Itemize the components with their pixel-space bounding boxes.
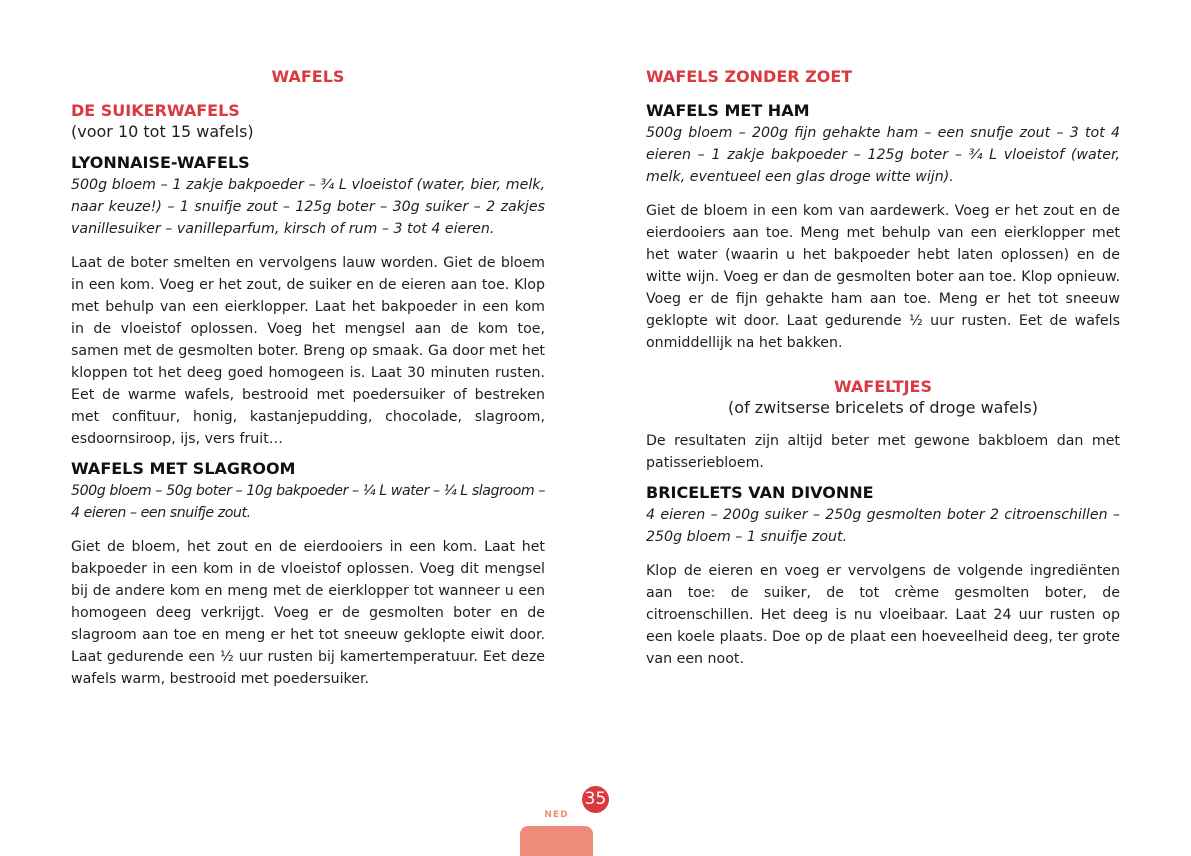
section-title-wafeltjes: WAFELTJES (833, 377, 933, 396)
instructions-slagroom: Giet de bloem, het zout en de eierdooiers in een kom. Laat het bakpoeder in een kom in de vloeistof oplossen. Voeg dit mengsel bij de andere kom en meng met de eierklopper tot wanneer u een homogeen deeg verkrijgt. Voeg er de gesmolten boter en de slagroom aan toe en meng er het tot sneeuw geklopte eiwit door. Laat gedurende een ½ uur rusten bij kamertemperatuur. Eet deze wafels warm, bestrooid met poedersuiker. (71, 539, 545, 687)
recipe-title-lyonnaise: LYONNAISE-WAFELS (71, 153, 250, 172)
recipe-group-title: DE SUIKERWAFELS (71, 101, 240, 120)
instructions-lyonnaise: Laat de boter smelten en vervolgens lauw worden. Giet de bloem in een kom. Voeg er het zout, de suiker en de eieren aan toe. Klop met behulp van een eierklopper. Laat het bakpoeder in een kom in de vloeistof oplossen. Voeg het mengsel aan de kom toe, samen met de gesmolten boter. Breng op smaak. Ga door met het kloppen tot het deeg goed homogeen is. Laat 30 minuten rusten. Eet de warme wafels, bestrooid met poedersuiker of bestreken met confituur, honig, kastanjepudding, chocolade, slagroom, esdoornsiroop, ijs, vers fruit… (71, 255, 545, 447)
instructions-ham: Giet de bloem in een kom van aardewerk. Voeg er het zout en de eierdooiers aan toe. Meng met behulp van een eierklopper met het water (waarin u het bakpoeder hebt laten oplossen) en de witte wijn. Voeg er dan de gesmolten boter aan toe. Klop opnieuw. Voeg er de fijn gehakte ham aan toe. Meng er het tot sneeuw geklopte wit door. Laat gedurende ½ uur rusten. Eet de wafels onmiddellijk na het bakken. (646, 203, 1120, 351)
ingredients-slagroom: 500g bloem – 50g boter – 10g bakpoeder – ¹⁄₄ L water – ¹⁄₄ L slagroom – 4 eieren – een snuifje zout. (71, 483, 545, 521)
instructions-bricelets: Klop de eieren en voeg er vervolgens de volgende ingrediënten aan toe: de suiker, de tot crème gesmolten boter, de citroenschillen. Het deeg is nu vloeibaar. Laat 24 uur rusten op een koele plaats. Doe op de plaat een hoeveelheid deeg, ter grote van een noot. (646, 563, 1120, 667)
section-title-wafels: WAFELS (271, 67, 345, 86)
ingredients-ham: 500g bloem – 200g fijn gehakte ham – een snufje zout – 3 tot 4 eieren – 1 zakje bakpoeder – 125g boter – ³⁄₄ L vloeistof (water, melk, eventueel een glas droge witte wijn). (646, 125, 1120, 185)
language-tab (520, 826, 593, 856)
section-title-zonder-zoet: WAFELS ZONDER ZOET (646, 67, 853, 86)
ingredients-lyonnaise: 500g bloem – 1 zakje bakpoeder – ³⁄₄ L vloeistof (water, bier, melk, naar keuze!) – 1 snuifje zout – 125g boter – 30g suiker – 2 zakjes vanillesuiker – vanilleparfum, kirsch of rum – 3 tot 4 eieren. (71, 177, 545, 237)
section-subtitle-wafeltjes: (of zwitserse bricelets of droge wafels) (728, 398, 1038, 417)
right-column (646, 66, 1120, 670)
left-column (71, 66, 545, 690)
recipe-title-ham: WAFELS MET HAM (646, 101, 810, 120)
recipe-title-bricelets: BRICELETS VAN DIVONNE (646, 483, 874, 502)
recipe-title-slagroom: WAFELS MET SLAGROOM (71, 459, 296, 478)
recipe-group-subtitle: (voor 10 tot 15 wafels) (71, 122, 254, 141)
language-label: NED (544, 810, 569, 820)
ingredients-bricelets: 4 eieren – 200g suiker – 250g gesmolten boter 2 citroenschillen – 250g bloem – 1 snuifje zout. (646, 507, 1120, 545)
intro-wafeltjes: De resultaten zijn altijd beter met gewone bakbloem dan met patisseriebloem. (646, 433, 1120, 471)
page-number-badge: 35 (582, 786, 609, 813)
